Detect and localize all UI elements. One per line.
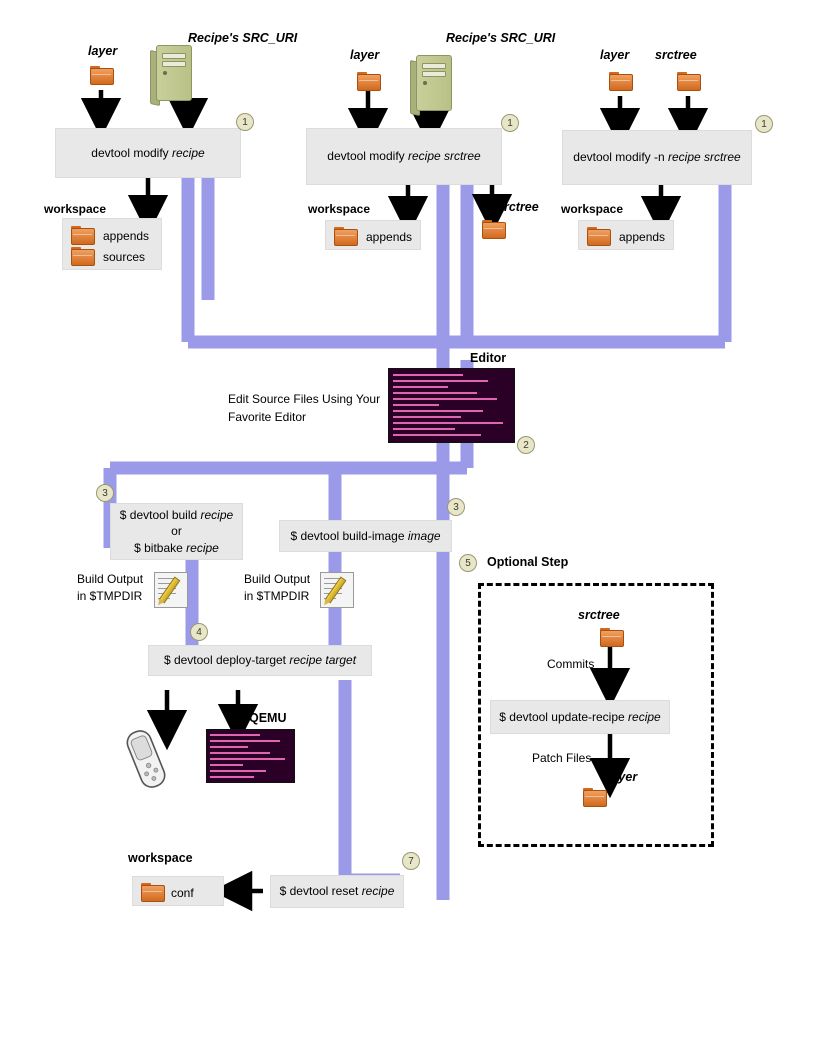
col3-command-box — [562, 130, 752, 185]
reset-box — [270, 875, 404, 908]
col3-command-italic: recipe srctree — [668, 150, 741, 165]
col2-srcuri-label: Recipe's SRC_URI — [446, 31, 556, 45]
col1-command-text: devtool modify — [91, 145, 173, 160]
build-left-line1: $ devtool build — [119, 508, 201, 523]
col1-workspace-item-0: appends — [103, 229, 150, 243]
build-image-box — [279, 520, 452, 552]
optional-srctree-label: srctree — [578, 608, 620, 622]
folder-icon — [71, 247, 93, 264]
col1-srcuri-label: Recipe's SRC_URI — [188, 31, 298, 45]
editor-caption — [228, 390, 388, 426]
build-image-italic: image — [407, 528, 441, 543]
build-image-text: $ devtool build-image — [290, 528, 408, 543]
reset-workspace-item: conf — [171, 886, 194, 900]
build-output-right-label — [244, 571, 310, 605]
folder-icon — [90, 66, 112, 83]
col3-workspace-panel — [578, 220, 674, 250]
build-output-right-line2: in $TMPDIR — [244, 588, 310, 603]
build-output-right-line1: Build Output — [244, 572, 311, 586]
reset-text: $ devtool reset — [279, 884, 362, 899]
col1-workspace-panel — [62, 218, 162, 270]
col3-command-text: devtool modify -n — [573, 150, 668, 165]
step-badge-2: 2 — [517, 436, 535, 454]
reset-italic: recipe — [361, 884, 395, 899]
editor-terminal — [388, 368, 515, 443]
server-icon — [410, 55, 456, 113]
step-badge-3-left: 3 — [96, 484, 114, 502]
col3-workspace-item-0: appends — [619, 230, 666, 244]
document-icon — [154, 572, 186, 606]
build-left-line1-italic: recipe — [200, 508, 234, 523]
editor-caption-line2: Favorite Editor — [228, 410, 307, 424]
folder-icon — [482, 220, 504, 237]
build-output-left-label — [77, 571, 143, 605]
build-output-left-line1: Build Output — [77, 572, 144, 586]
col2-layer-label: layer — [350, 48, 380, 62]
folder-icon — [357, 72, 379, 89]
col1-layer-label: layer — [88, 44, 118, 58]
col2-workspace-item-0: appends — [366, 230, 413, 244]
update-recipe-box — [490, 700, 670, 734]
col1-workspace-item-1: sources — [103, 250, 146, 264]
step-badge-7: 7 — [402, 852, 420, 870]
build-left-line3-italic: recipe — [186, 540, 219, 555]
folder-icon — [141, 883, 163, 900]
folder-icon — [71, 226, 93, 243]
optional-step-label: Optional Step — [487, 555, 569, 569]
col3-workspace-label: workspace — [561, 202, 624, 216]
patch-files-label: Patch Files — [532, 751, 592, 765]
build-left-box — [110, 503, 243, 560]
col2-command-box — [306, 128, 502, 185]
device-phone-icon — [118, 728, 174, 790]
col2-workspace-panel — [325, 220, 421, 250]
qemu-label: QEMU — [249, 711, 287, 725]
qemu-terminal — [206, 729, 295, 783]
col1-workspace-label: workspace — [44, 202, 107, 216]
folder-icon — [600, 628, 622, 645]
col3-layer-label: layer — [600, 48, 630, 62]
server-icon — [150, 45, 196, 103]
col2-command-text: devtool modify — [327, 149, 408, 164]
commits-label: Commits — [547, 657, 595, 671]
folder-icon — [677, 72, 699, 89]
col2-command-italic: recipe srctree — [408, 149, 481, 164]
step-badge-4: 4 — [190, 623, 208, 641]
step-badge-1c: 1 — [755, 115, 773, 133]
reset-workspace-panel — [132, 876, 224, 906]
build-left-line3: $ bitbake — [134, 540, 187, 555]
col1-command-box — [55, 128, 241, 178]
build-left-line2: or — [171, 524, 182, 539]
folder-icon — [609, 72, 631, 89]
folder-icon — [583, 788, 605, 805]
step-badge-5: 5 — [459, 554, 477, 572]
deploy-box — [148, 645, 372, 676]
update-recipe-italic: recipe — [628, 709, 661, 724]
col2-srctree-label: srctree — [497, 200, 539, 214]
deploy-italic: recipe target — [289, 653, 357, 668]
reset-workspace-label: workspace — [128, 851, 193, 865]
folder-icon — [334, 227, 356, 244]
build-output-left-line2: in $TMPDIR — [77, 588, 143, 603]
step-badge-3-right: 3 — [447, 498, 465, 516]
editor-caption-line1: Edit Source Files Using Your — [228, 392, 381, 406]
step-badge-1b: 1 — [501, 114, 519, 132]
optional-layer-label: layer — [608, 770, 638, 784]
step-badge-1a: 1 — [236, 113, 254, 131]
deploy-text: $ devtool deploy-target — [163, 653, 290, 668]
editor-label: Editor — [470, 351, 507, 365]
folder-icon — [587, 227, 609, 244]
col2-workspace-label: workspace — [308, 202, 371, 216]
update-recipe-text: $ devtool update-recipe — [499, 709, 629, 724]
col1-command-italic: recipe — [172, 145, 205, 160]
document-icon — [320, 572, 352, 606]
col3-srctree-label: srctree — [655, 48, 697, 62]
